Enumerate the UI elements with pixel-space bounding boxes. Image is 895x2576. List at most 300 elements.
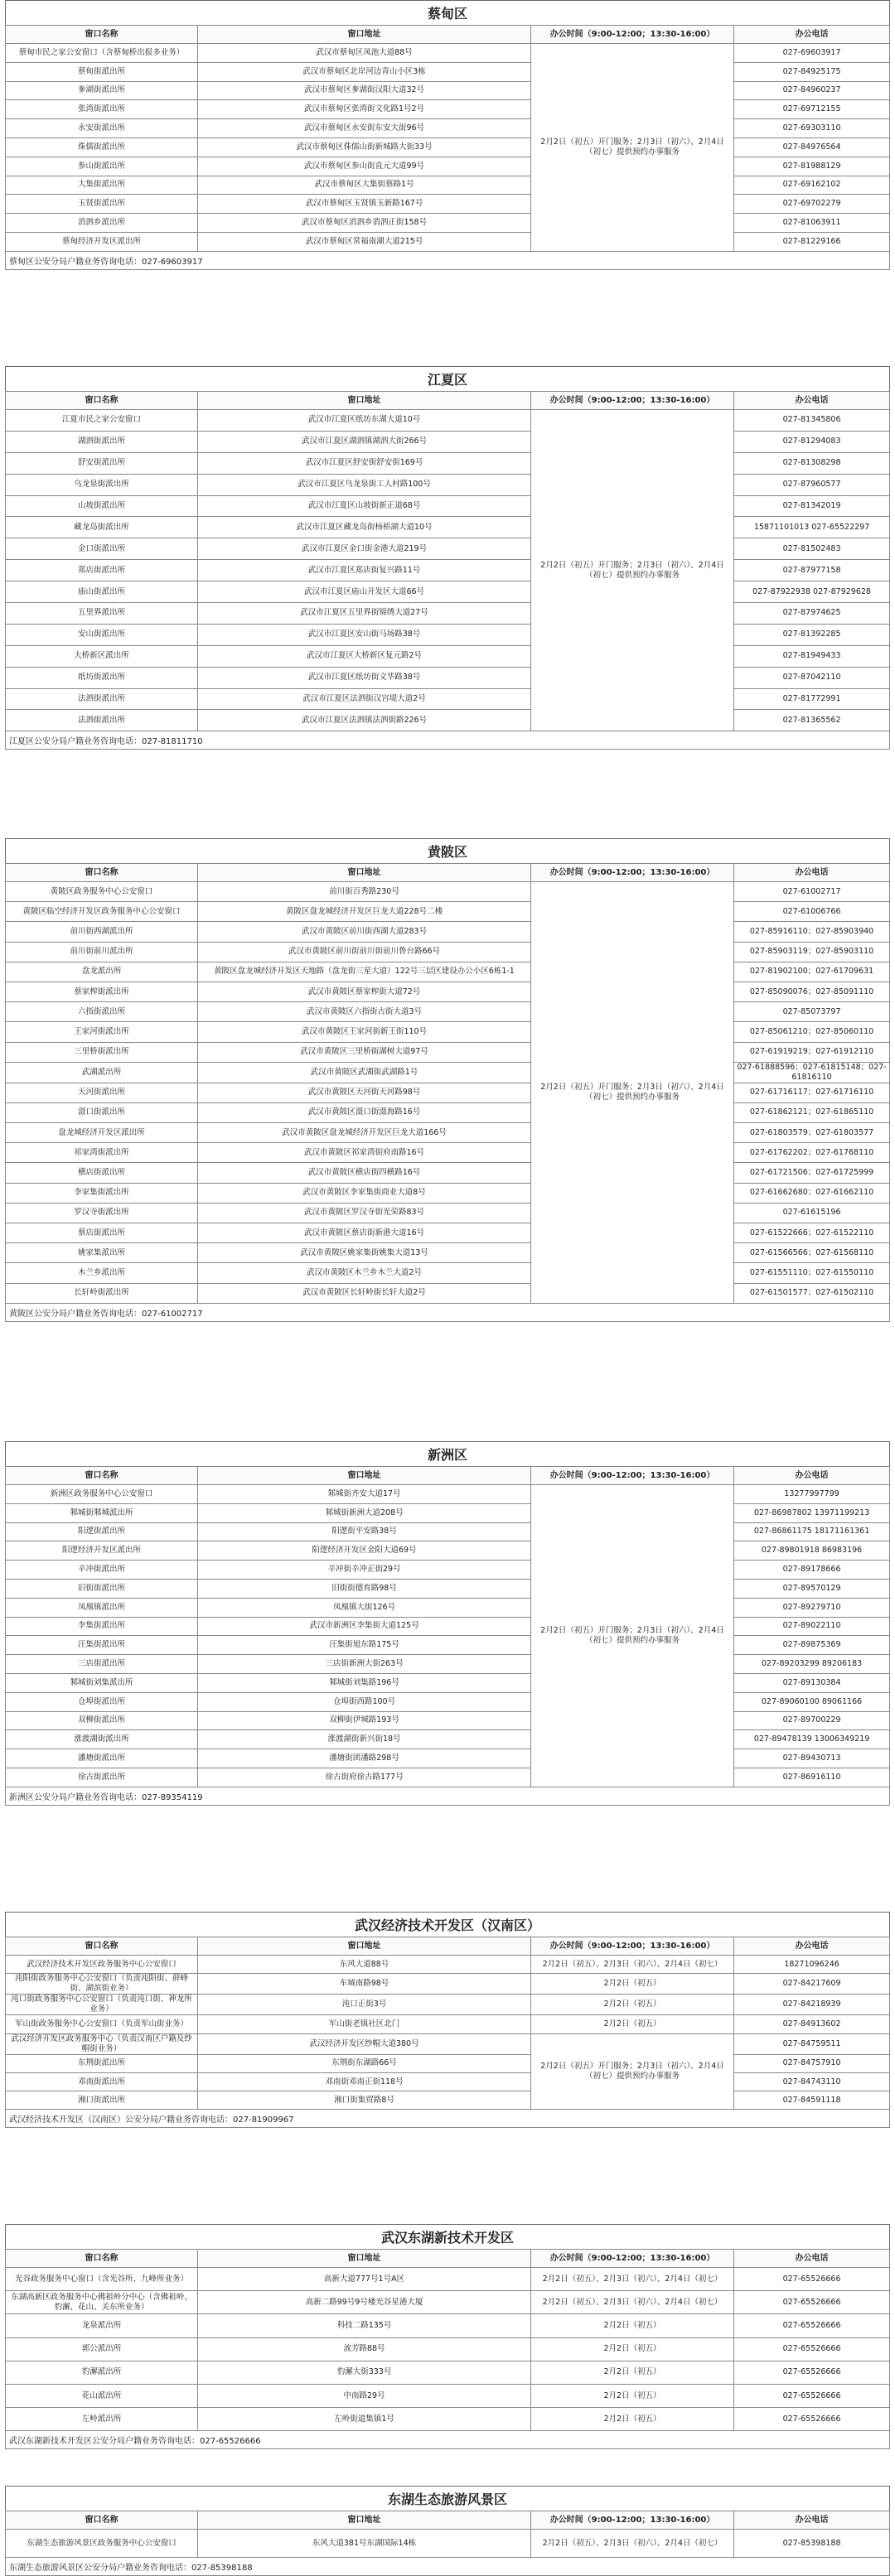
office-phone: 027-65526666 [734,2408,890,2431]
office-hours: 2月2日（初五） [530,1974,733,1995]
table-row [6,1485,890,1504]
office-phone: 027-81988129 [734,157,890,176]
window-table [5,391,890,731]
table-row [6,688,890,710]
office-phone: 027-65526666 [734,2337,890,2361]
section-note: 黄陂区公安分局户籍业务咨询电话：027-61002717 [5,1304,890,1322]
header-name: 窗口名称 [6,392,198,410]
window-name: 阳逻经济开发区派出所 [6,1541,198,1561]
table-row [6,2408,890,2431]
window-address: 黄陂区盘龙城经济开发区天地路（盘龙街三星大道）122号三层区建设办公小区6栋1-1 [198,962,531,982]
office-hours: 2月2日（初五）开门服务；2月3日（初六）、2月4日（初七）提供预约办事服务 [530,1485,733,1787]
table-row [6,2033,890,2054]
window-address: 武汉市蔡甸区常福南湖大道215号 [198,232,531,251]
table-row [6,1974,890,1995]
table-row [6,624,890,645]
window-table [5,2511,890,2558]
section [5,2486,890,2576]
window-address: 湘口街集贸路8号 [198,2091,531,2110]
table-row [6,581,890,603]
window-address: 武汉市黄陂区三里桥街湖树大道97号 [198,1042,531,1062]
table-row [6,1042,890,1062]
table-header [6,26,890,44]
window-name: 双柳街派出所 [6,1711,198,1730]
table-row [6,517,890,538]
office-phone: 027-85061210；027-85060110 [734,1022,890,1042]
office-phone: 027-89700229 [734,1711,890,1730]
window-name: 木兰乡派出所 [6,1263,198,1283]
office-phone: 027-84960237 [734,81,890,100]
table-row [6,560,890,581]
office-phone: 027-61522666；027-61522110 [734,1223,890,1243]
window-address: 武汉市黄陂区李家集街商业大道8号 [198,1183,531,1203]
office-phone: 027-84759511 [734,2033,890,2054]
window-address: 凤凰镇大街126号 [198,1598,531,1617]
office-phone: 027-81392285 [734,624,890,645]
window-address: 武汉市蔡甸区参山街直元大道99号 [198,157,531,176]
window-name: 武汉经济开发区政务服务中心（负责汉南区户籍及纱帽街业务） [6,2033,198,2054]
header-address: 窗口地址 [198,1937,531,1956]
table-row [6,982,890,1001]
window-name: 大集街派出所 [6,176,198,195]
office-phone: 027-61721506；027-61725999 [734,1163,890,1183]
window-address: 潘塘街团潘路298号 [198,1749,531,1768]
window-name: 沌口街政务服务中心公安窗口（负责沌口街、神龙所业务） [6,1995,198,2015]
window-address: 武汉市黄陂区盘龙城经济开发区巨龙大道166号 [198,1123,531,1143]
table-row [6,882,890,902]
window-name: 涨渡湖街派出所 [6,1730,198,1749]
office-phone: 027-85398188 [734,2530,890,2558]
window-address: 汪集街旭东路175号 [198,1636,531,1655]
window-name: 左岭派出所 [6,2408,198,2431]
office-phone: 027-84217609 [734,1974,890,1995]
window-name: 藏龙岛街派出所 [6,517,198,538]
office-hours: 2月2日（初五） [530,2015,733,2033]
window-address: 邓南街邓南正街118号 [198,2072,531,2091]
window-address: 阳逻街平安路38号 [198,1522,531,1541]
office-hours: 2月2日（初五）、2月3日（初六）、2月4日（初七） [530,2268,733,2291]
office-phone: 027-65526666 [734,2361,890,2384]
office-phone: 027-65526666 [734,2314,890,2337]
table-row [6,1183,890,1203]
window-address: 邾城街刘集路196号 [198,1673,531,1692]
window-name: 军山街政务服务中心公安窗口（负责军山街业务） [6,2015,198,2033]
office-phone: 027-86916110 [734,1768,890,1787]
window-name: 法泗街派出所 [6,710,198,731]
table-header [6,1937,890,1956]
window-name: 大桥新区派出所 [6,645,198,667]
window-address: 武汉市蔡甸区张湾街文化路1号2号 [198,100,531,119]
window-address: 武汉市黄陂区王家河街新王街110号 [198,1022,531,1042]
table-row [6,119,890,138]
section-note: 东湖生态旅游风景区公安分局户籍业务咨询电话：027-85398188 [5,2558,890,2576]
table-row [6,195,890,214]
window-name: 李家集街派出所 [6,1183,198,1203]
window-name: 东湖高新区政务服务中心佛祖岭分中心（含佛祖岭、豹澥、花山、关东所业务） [6,2291,198,2314]
table-row [6,137,890,157]
window-address: 豹澥大街333号 [198,2361,531,2384]
table-row [6,232,890,251]
office-phone: 027-84757910 [734,2054,890,2072]
window-address: 沌口正街3号 [198,1995,531,2015]
header-phone: 办公电话 [734,1467,890,1485]
window-address: 武汉市黄陂区天河街天河路98号 [198,1083,531,1102]
window-name: 黄陂区政务服务中心公安窗口 [6,882,198,902]
table-header [6,392,890,410]
header-hours: 办公时间（9:00-12:00；13:30-16:00） [530,392,733,410]
table-row [6,474,890,495]
window-name: 龙泉派出所 [6,2314,198,2337]
office-phone: 027-89178666 [734,1561,890,1580]
office-phone: 027-81294083 [734,431,890,452]
office-phone: 027-89022110 [734,1617,890,1636]
table-row [6,1617,890,1636]
office-phone: 027-69712155 [734,100,890,119]
header-address: 窗口地址 [198,2250,531,2268]
table-row [6,1711,890,1730]
window-table [5,1937,890,2110]
table-row [6,410,890,432]
table-row [6,44,890,63]
header-hours: 办公时间（9:00-12:00；13:30-16:00） [530,2511,733,2530]
window-address: 科技二路135号 [198,2314,531,2337]
window-address: 流芳路88号 [198,2337,531,2361]
window-address: 武汉市蔡甸区凤池大道88号 [198,44,531,63]
header-phone: 办公电话 [734,2250,890,2268]
section-note: 武汉经济技术开发区（汉南区）公安分局户籍业务咨询电话：027-81909967 [5,2110,890,2128]
table-row [6,1083,890,1102]
window-name: 李集街派出所 [6,1617,198,1636]
table-row [6,902,890,922]
window-name: 乌龙泉街派出所 [6,474,198,495]
section-title: 黄陂区 [5,838,890,863]
table-row [6,431,890,452]
table-row [6,1636,890,1655]
window-name: 邾城街刘集派出所 [6,1673,198,1692]
table-row [6,1283,890,1303]
office-phone: 027-81502483 [734,538,890,560]
office-phone: 027-89279710 [734,1598,890,1617]
window-address: 武汉市黄陂区木兰乡木兰大道2号 [198,1263,531,1283]
header-name: 窗口名称 [6,2250,198,2268]
table-row [6,1503,890,1522]
table-row [6,157,890,176]
window-name: 纸坊街派出所 [6,667,198,688]
window-name: 蔡甸经济开发区派出所 [6,232,198,251]
header-address: 窗口地址 [198,392,531,410]
table-row [6,1598,890,1617]
office-hours: 2月2日（初五） [530,1995,733,2015]
table-row [6,2054,890,2072]
window-address: 武汉市黄陂区长轩岭街长轩大道2号 [198,1283,531,1303]
window-name: 武汉经济技术开发区政务服务中心公安窗口 [6,1956,198,1974]
window-name: 长轩岭街派出所 [6,1283,198,1303]
window-name: 江夏市民之家公安窗口 [6,410,198,432]
table-row [6,2530,890,2558]
header-name: 窗口名称 [6,864,198,882]
table-row [6,1995,890,2015]
table-row [6,1655,890,1674]
table-row [6,710,890,731]
table-row [6,1749,890,1768]
table-row [6,1203,890,1223]
window-name: 庙山街派出所 [6,581,198,603]
office-phone: 027-61919219；027-61912110 [734,1042,890,1062]
table-row [6,922,890,942]
window-name: 花山派出所 [6,2384,198,2407]
office-phone: 027-81949433 [734,645,890,667]
header-hours: 办公时间（9:00-12:00；13:30-16:00） [530,2250,733,2268]
office-phone: 027-69162102 [734,176,890,195]
window-name: 罗汉寺街派出所 [6,1203,198,1223]
office-hours: 2月2日（初五） [530,2337,733,2361]
table-row [6,2291,890,2314]
table-row [6,81,890,100]
table-row [6,1102,890,1122]
header-name: 窗口名称 [6,26,198,44]
office-phone: 027-87042110 [734,667,890,688]
window-address: 武汉市江夏区湖泗镇湖泗大街266号 [198,431,531,452]
section-note: 武汉东湖新技术开发区公安分局户籍业务咨询电话：027-65526666 [5,2431,890,2449]
window-address: 武汉市江夏区郑店街复兴路11号 [198,560,531,581]
header-phone: 办公电话 [734,864,890,882]
window-address: 武汉市黄陂区前川街前川街前川鲁台路66号 [198,942,531,962]
table-row [6,1123,890,1143]
window-address: 前川街百秀路230号 [198,882,531,902]
window-name: 滠口街派出所 [6,1102,198,1122]
header-hours: 办公时间（9:00-12:00；13:30-16:00） [530,26,733,44]
office-phone: 027-61862121；027-61865110 [734,1102,890,1122]
window-name: 蔡甸街派出所 [6,62,198,81]
office-phone: 027-89875369 [734,1636,890,1655]
office-phone: 027-85916110；027-85903940 [734,922,890,942]
window-address: 东风大道381号东湖国际14栋 [198,2530,531,2558]
window-address: 武汉市黄陂区六指街古街大道3号 [198,1002,531,1022]
window-address: 武汉市江夏区金口街金港大道219号 [198,538,531,560]
window-address: 仓埠街西路100号 [198,1692,531,1711]
window-name: 沌阳街政务服务中心公安窗口（负责沌阳街、薛峰街、湖滨街业务） [6,1974,198,1995]
section-note: 江夏区公安分局户籍业务咨询电话：027-81811710 [5,731,890,750]
window-address: 左岭街道集镇1号 [198,2408,531,2431]
office-hours: 2月2日（初五）开门服务；2月3日（初六）、2月4日（初七）提供预约办事服务 [530,44,733,252]
window-name: 永安街派出所 [6,119,198,138]
table-header [6,2511,890,2530]
window-address: 武汉市江夏区安山街马场路38号 [198,624,531,645]
window-name: 姚家集派出所 [6,1243,198,1263]
office-phone: 027-84976564 [734,137,890,157]
window-address: 武汉市江夏区纸坊街文华路38号 [198,667,531,688]
office-hours: 2月2日（初五） [530,2361,733,2384]
window-name: 豹澥派出所 [6,2361,198,2384]
window-address: 武汉市黄陂区姚家集街姚集大道13号 [198,1243,531,1263]
window-name: 徐古街派出所 [6,1768,198,1787]
window-address: 武汉经济开发区纱帽大道380号 [198,2033,531,2054]
table-row [6,2361,890,2384]
table-row [6,2015,890,2033]
window-address: 旧街街德育路98号 [198,1579,531,1598]
header-name: 窗口名称 [6,1467,198,1485]
table-row [6,2072,890,2091]
office-phone: 027-61615196 [734,1203,890,1223]
table-row [6,2268,890,2291]
window-address: 邾城街齐安大道17号 [198,1485,531,1504]
window-name: 邓南街派出所 [6,2072,198,2091]
office-phone: 027-61803579；027-61803577 [734,1123,890,1143]
office-phone: 13277997799 [734,1485,890,1504]
window-table [5,2249,890,2431]
window-name: 阳逻街派出所 [6,1522,198,1541]
table-row [6,2337,890,2361]
table-row [6,603,890,625]
window-name: 光谷政务服务中心窗口（含光谷所、九峰所业务） [6,2268,198,2291]
office-hours: 2月2日（初五） [530,2384,733,2407]
office-phone: 027-87977158 [734,560,890,581]
office-phone: 027-84218939 [734,1995,890,2015]
window-address: 中南路29号 [198,2384,531,2407]
table-header [6,2250,890,2268]
window-address: 军山街老镇社区北门 [198,2015,531,2033]
window-address: 武汉市蔡甸区玉贤镇玉新路167号 [198,195,531,214]
header-address: 窗口地址 [198,1467,531,1485]
office-phone: 027-81229166 [734,232,890,251]
window-name: 蔡家榨街派出所 [6,982,198,1001]
window-name: 三店街派出所 [6,1655,198,1674]
section [5,2224,890,2449]
window-address: 三店街新洲大街263号 [198,1655,531,1674]
section-title: 江夏区 [5,366,890,391]
window-address: 武汉市江夏区乌龙泉街工人村路100号 [198,474,531,495]
window-address: 邾城街新洲大道208号 [198,1503,531,1522]
header-phone: 办公电话 [734,2511,890,2530]
office-phone: 027-81308298 [734,452,890,474]
header-phone: 办公电话 [734,26,890,44]
section [5,1441,890,1806]
window-name: 郭公派出所 [6,2337,198,2361]
window-name: 旧街街派出所 [6,1579,198,1598]
window-address: 黄陂区盘龙城经济开发区巨龙大道228号二楼 [198,902,531,922]
office-phone: 18271096246 [734,1956,890,1974]
office-phone: 027-86861175 18171161361 [734,1522,890,1541]
window-name: 五里界派出所 [6,603,198,625]
window-name: 湘口街派出所 [6,2091,198,2110]
window-address: 武汉市蔡甸区北岸河边青山小区3栋 [198,62,531,81]
table-row [6,1579,890,1598]
office-phone: 027-81345806 [734,410,890,432]
office-hours: 2月2日（初五）开门服务；2月3日（初六）、2月4日（初七）提供预约办事服务 [530,2033,733,2110]
table-row [6,1673,890,1692]
office-phone: 027-85073797 [734,1002,890,1022]
section [5,366,890,750]
window-address: 武汉市黄陂区蔡家榨街大道72号 [198,982,531,1001]
window-name: 东湖生态旅游风景区政务服务中心公安窗口 [6,2530,198,2558]
window-name: 辛冲街派出所 [6,1561,198,1580]
window-name: 横店街派出所 [6,1163,198,1183]
office-phone: 027-81365562 [734,710,890,731]
office-phone: 027-81772991 [734,688,890,710]
office-phone: 027-61716117；027-61716110 [734,1083,890,1102]
table-row [6,667,890,688]
window-address: 武汉市黄陂区蔡店街新港大道16号 [198,1223,531,1243]
window-address: 武汉市蔡甸区消泗乡消泗正街158号 [198,214,531,233]
window-name: 东荆街派出所 [6,2054,198,2072]
window-name: 舒安街派出所 [6,452,198,474]
window-address: 武汉市江夏区五里界街锦绣大道27号 [198,603,531,625]
window-name: 玉贤街派出所 [6,195,198,214]
table-row [6,1768,890,1787]
window-name: 黄陂区临空经济开发区政务服务中心公安窗口 [6,902,198,922]
window-address: 武汉市黄陂区祁家湾街府南路16号 [198,1143,531,1163]
window-address: 武汉市江夏区法泗镇法泗街路226号 [198,710,531,731]
table-row [6,2314,890,2337]
table-row [6,1522,890,1541]
office-phone: 027-61888596；027-61815148；027-61816110 [734,1062,890,1083]
window-name: 邾城街邾城派出所 [6,1503,198,1522]
window-address: 武汉市蔡甸区大集街蔡路1号 [198,176,531,195]
table-row [6,1022,890,1042]
window-table [5,25,890,252]
office-phone: 027-89430713 [734,1749,890,1768]
office-hours: 2月2日（初五）、2月3日（初六）、2月4日（初七） [530,1956,733,1974]
window-name: 新洲区政务服务中心公安窗口 [6,1485,198,1504]
table-row [6,176,890,195]
header-hours: 办公时间（9:00-12:00；13:30-16:00） [530,864,733,882]
window-address: 武汉市新洲区李集街大道125号 [198,1617,531,1636]
table-row [6,495,890,517]
window-name: 汪集街派出所 [6,1636,198,1655]
window-name: 潘塘街派出所 [6,1749,198,1768]
table-header [6,1467,890,1485]
table-row [6,1561,890,1580]
window-name: 金口街派出所 [6,538,198,560]
office-phone: 027-84925175 [734,62,890,81]
window-table [5,1466,890,1787]
window-name: 蔡店街派出所 [6,1223,198,1243]
window-name: 天河街派出所 [6,1083,198,1102]
window-address: 武汉市江夏区山坡街新正道68号 [198,495,531,517]
office-phone: 027-61501577；027-61502110 [734,1283,890,1303]
table-row [6,214,890,233]
section-title: 武汉经济技术开发区（汉南区） [5,1912,890,1937]
office-hours: 2月2日（初五）、2月3日（初六）、2月4日（初七） [530,2291,733,2314]
window-address: 高新大道777号1号A区 [198,2268,531,2291]
section-title: 蔡甸区 [5,0,890,25]
office-phone: 027-89801918 86983196 [734,1541,890,1561]
window-name: 侏儒街派出所 [6,137,198,157]
office-phone: 027-81342019 [734,495,890,517]
header-phone: 办公电话 [734,392,890,410]
window-address: 东荆街东湖路66号 [198,2054,531,2072]
window-name: 盘龙城经济开发区派出所 [6,1123,198,1143]
office-phone: 027-69702279 [734,195,890,214]
window-address: 东风大道88号 [198,1956,531,1974]
office-phone: 027-61551110；027-61550110 [734,1263,890,1283]
office-hours: 2月2日（初五）开门服务；2月3日（初六）、2月4日（初七）提供预约办事服务 [530,882,733,1304]
window-address: 武汉市蔡甸区奓湖街汉阳大道32号 [198,81,531,100]
window-name: 六指街派出所 [6,1002,198,1022]
window-address: 双柳街伊城路193号 [198,1711,531,1730]
window-address: 武汉市黄陂区前川街西湖大道283号 [198,922,531,942]
section [5,0,890,270]
office-phone: 027-89478139 13006349219 [734,1730,890,1749]
office-phone: 027-87960577 [734,474,890,495]
table-row [6,452,890,474]
office-phone: 027-61006766 [734,902,890,922]
office-phone: 027-61662680；027-61662110 [734,1183,890,1203]
office-phone: 027-89203299 89206183 [734,1655,890,1674]
table-row [6,100,890,119]
window-name: 湖泗街派出所 [6,431,198,452]
table-row [6,1243,890,1263]
